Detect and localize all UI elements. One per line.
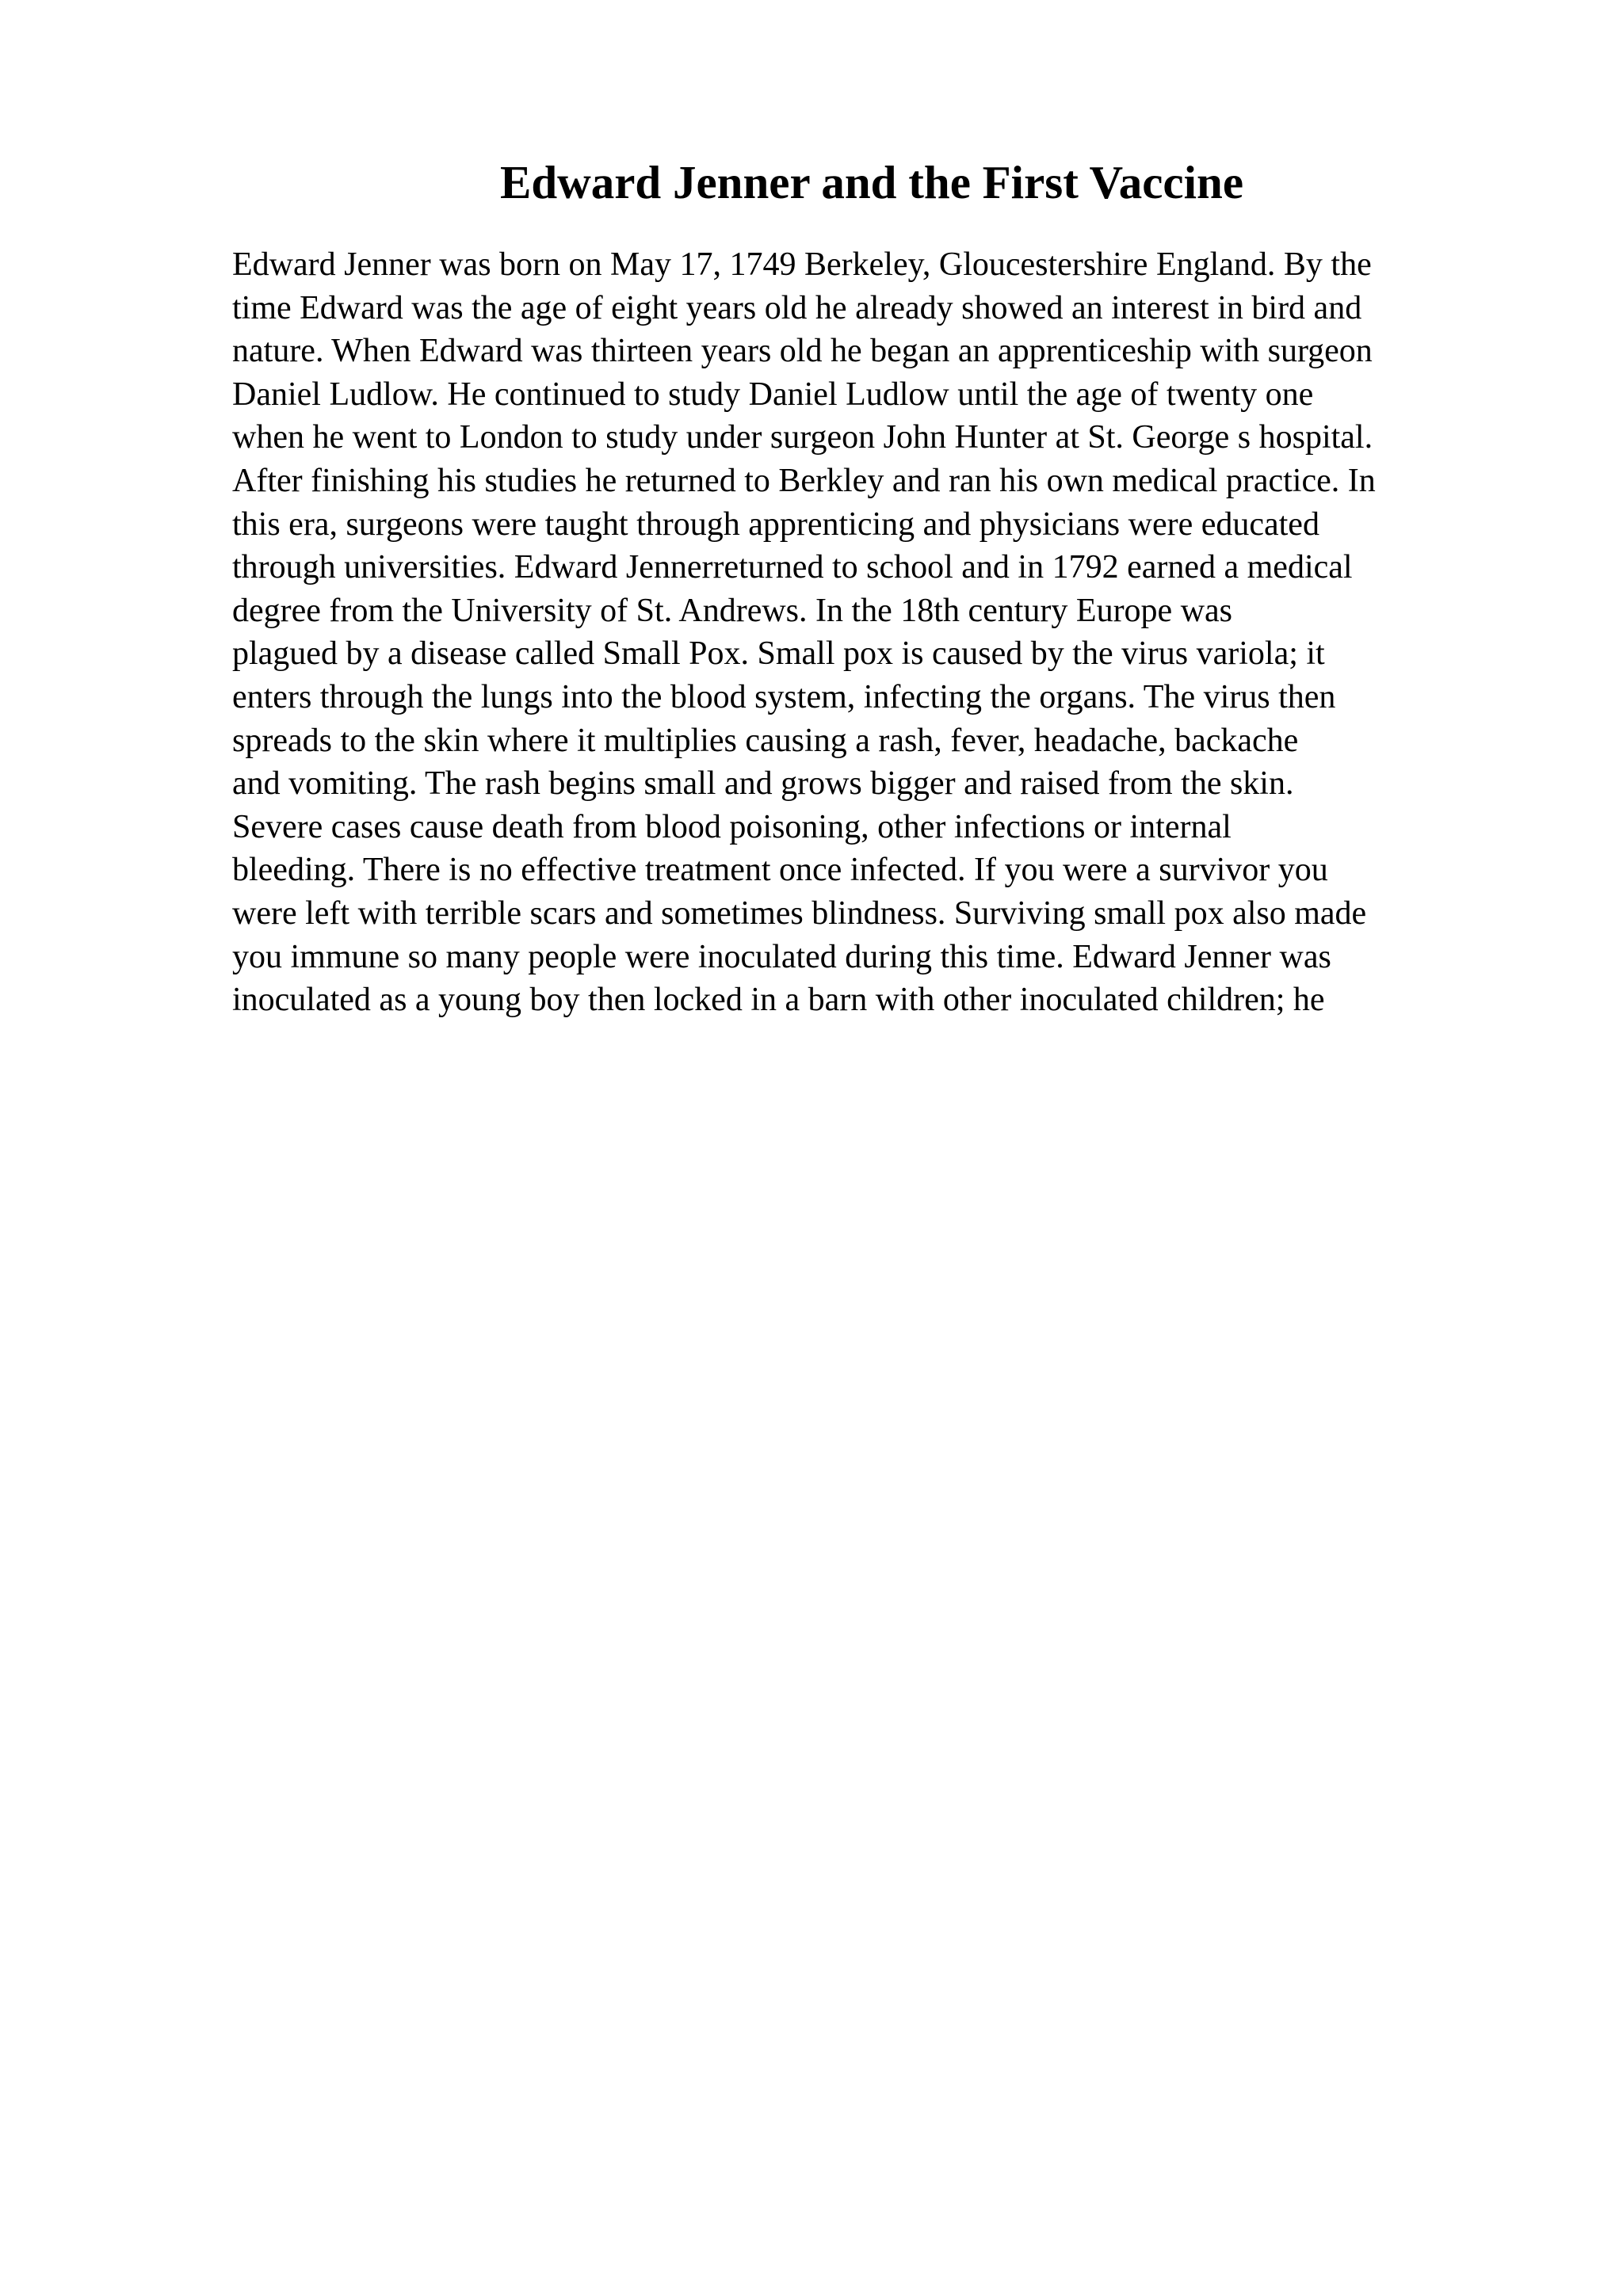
text-line: plagued by a disease called Small Pox. Small pox is caused by the virus variola; it bbox=[232, 635, 1325, 673]
text-line: Severe cases cause death from blood poisoning, other infections or internal bbox=[232, 808, 1232, 845]
text-line: inoculated as a young boy then locked in a barn with other inoculated children; he bbox=[232, 982, 1325, 1019]
document-title: Edward Jenner and the First Vaccine bbox=[499, 156, 1244, 208]
text-line: After finishing his studies he returned to Berkley and ran his own medical practice. In bbox=[232, 462, 1376, 499]
text-line: you immune so many people were inoculated during this time. Edward Jenner was bbox=[232, 938, 1331, 975]
text-line: spreads to the skin where it multiplies causing a rash, fever, headache, backache bbox=[232, 722, 1299, 759]
text-line: Daniel Ludlow. He continued to study Daniel Ludlow until the age of twenty one bbox=[232, 376, 1314, 413]
text-line: Edward Jenner was born on May 17, 1749 Berkeley, Gloucestershire England. By the bbox=[232, 246, 1372, 283]
text-line: when he went to London to study under surgeon John Hunter at St. George s hospital. bbox=[232, 419, 1373, 456]
text-line: nature. When Edward was thirteen years old he began an apprenticeship with surgeon bbox=[232, 333, 1373, 370]
text-line: degree from the University of St. Andrews. In the 18th century Europe was bbox=[232, 592, 1233, 629]
text-line: were left with terrible scars and sometimes blindness. Surviving small pox also made bbox=[232, 894, 1367, 932]
text-line: through universities. Edward Jennerreturned to school and in 1792 earned a medical bbox=[232, 549, 1353, 586]
text-line: enters through the lungs into the blood system, infecting the organs. The virus then bbox=[232, 678, 1336, 715]
body-paragraph bbox=[232, 243, 1516, 1022]
text-line: bleeding. There is no effective treatment once infected. If you were a survivor you bbox=[232, 852, 1328, 889]
text-line: and vomiting. The rash begins small and grows bigger and raised from the skin. bbox=[232, 765, 1294, 803]
text-line: time Edward was the age of eight years old he already showed an interest in bird and bbox=[232, 289, 1362, 326]
text-line: this era, surgeons were taught through apprenticing and physicians were educated bbox=[232, 505, 1319, 543]
